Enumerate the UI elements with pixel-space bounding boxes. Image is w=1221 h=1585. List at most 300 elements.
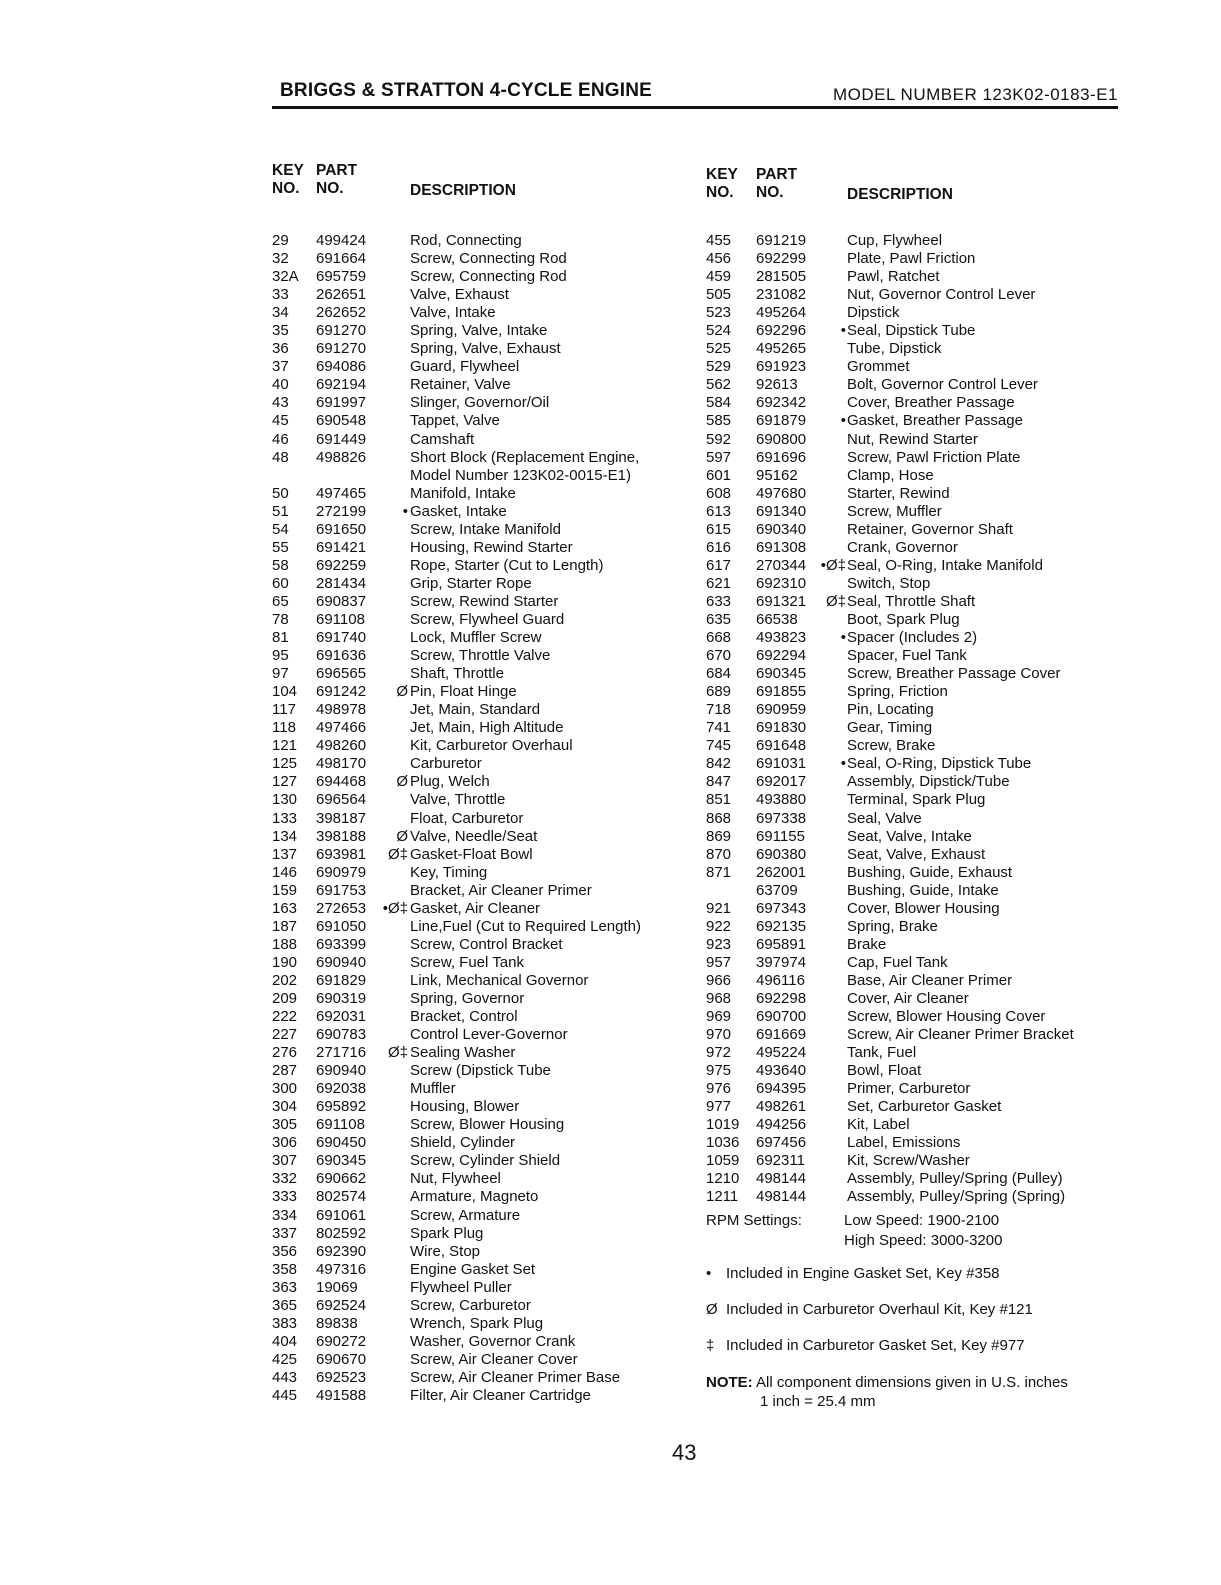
- part-description: Valve, Throttle: [410, 791, 506, 809]
- part-description: Terminal, Spark Plug: [847, 791, 986, 809]
- part-number: 272199: [316, 502, 367, 520]
- part-description: Nut, Governor Control Lever: [847, 286, 1036, 304]
- part-description: Spring, Brake: [847, 917, 938, 935]
- note-text: All component dimensions given in U.S. inches: [756, 1374, 1068, 1391]
- table-row: [272, 557, 702, 575]
- part-description: Seat, Valve, Intake: [847, 827, 972, 845]
- table-row: [272, 1026, 702, 1044]
- part-description: Screw, Fuel Tank: [410, 953, 524, 971]
- part-markers: Ø‡: [825, 592, 846, 610]
- table-row: [272, 286, 702, 304]
- part-description: Sealing Washer: [410, 1044, 516, 1062]
- part-number: 691340: [756, 502, 807, 520]
- key-number: 95: [272, 647, 289, 665]
- table-row: [706, 431, 1126, 449]
- part-description: Seal, O-Ring, Intake Manifold: [847, 556, 1043, 574]
- table-row: [272, 340, 702, 358]
- part-number: 498144: [756, 1170, 807, 1188]
- table-row: [272, 1044, 702, 1062]
- part-description: Seat, Valve, Exhaust: [847, 845, 986, 863]
- parts-rows-left: [272, 232, 702, 1405]
- part-number: 691664: [316, 250, 367, 268]
- part-number: 691270: [316, 340, 367, 358]
- part-number: 690783: [316, 1026, 367, 1044]
- table-row: [706, 990, 1126, 1008]
- key-number: 81: [272, 629, 289, 647]
- key-number: 304: [272, 1098, 298, 1116]
- part-description: Slinger, Governor/Oil: [410, 394, 550, 412]
- table-row: [272, 629, 702, 647]
- key-no-header: NO.: [272, 180, 300, 197]
- key-number: 78: [272, 610, 289, 628]
- key-number: 222: [272, 1008, 298, 1026]
- table-row: [272, 1315, 702, 1333]
- part-markers: •: [402, 502, 408, 520]
- key-number: 358: [272, 1260, 298, 1278]
- key-number: 127: [272, 773, 298, 791]
- part-number: 690940: [316, 953, 367, 971]
- key-header: KEY: [706, 166, 738, 183]
- table-row: [272, 1134, 702, 1152]
- legend-text: Included in Engine Gasket Set, Key #358: [726, 1265, 1000, 1282]
- key-number: 305: [272, 1116, 298, 1134]
- table-row: [706, 647, 1126, 665]
- table-row: [272, 1098, 702, 1116]
- part-description: Control Lever-Governor: [410, 1026, 568, 1044]
- part-description: Housing, Rewind Starter: [410, 538, 573, 556]
- key-number: 523: [706, 304, 732, 322]
- table-row: [706, 1170, 1126, 1188]
- key-number: 163: [272, 899, 298, 917]
- key-number: 1019: [706, 1116, 740, 1134]
- table-row: [706, 737, 1126, 755]
- part-description: Bracket, Control: [410, 1008, 518, 1026]
- table-row: [272, 1387, 702, 1405]
- table-row: [706, 232, 1126, 250]
- part-number: 692031: [316, 1008, 367, 1026]
- description-header: DESCRIPTION: [410, 182, 516, 199]
- key-number: 968: [706, 989, 732, 1007]
- part-description: Cup, Flywheel: [847, 232, 943, 249]
- table-row: [272, 485, 702, 503]
- key-number: 616: [706, 538, 732, 556]
- part-description: Kit, Carburetor Overhaul: [410, 737, 573, 755]
- table-row: [272, 1297, 702, 1315]
- part-description: Spring, Friction: [847, 683, 948, 701]
- part-description: Nut, Rewind Starter: [847, 430, 978, 448]
- part-number: 271716: [316, 1044, 367, 1062]
- table-row: [272, 828, 702, 846]
- key-number: 58: [272, 556, 289, 574]
- table-row: [706, 286, 1126, 304]
- table-row: [272, 810, 702, 828]
- part-number: 497466: [316, 719, 367, 737]
- key-number: 456: [706, 250, 732, 268]
- key-number: 957: [706, 953, 732, 971]
- part-description: Screw, Carburetor: [410, 1296, 531, 1314]
- key-number: 97: [272, 665, 289, 683]
- part-description: Jet, Main, High Altitude: [410, 719, 564, 737]
- part-description: Shield, Cylinder: [410, 1134, 516, 1152]
- part-description: Jet, Main, Standard: [410, 701, 541, 719]
- part-description: Spring, Valve, Intake: [410, 322, 548, 340]
- part-description: Screw, Rewind Starter: [410, 592, 559, 610]
- part-number: 691696: [756, 448, 807, 466]
- table-row: [272, 846, 702, 864]
- table-row: [706, 503, 1126, 521]
- key-number: 50: [272, 484, 289, 502]
- part-number: 692390: [316, 1242, 367, 1260]
- part-number: 691636: [316, 647, 367, 665]
- table-row: [272, 1243, 702, 1261]
- table-row: [272, 755, 702, 773]
- part-number: 691997: [316, 394, 367, 412]
- key-number: 287: [272, 1062, 298, 1080]
- part-number: 19069: [316, 1278, 358, 1296]
- key-number: 922: [706, 917, 732, 935]
- part-description: Rod, Connecting: [410, 232, 522, 249]
- part-number: 697456: [756, 1134, 807, 1152]
- part-number: 494256: [756, 1116, 807, 1134]
- part-description: Tube, Dipstick: [847, 340, 942, 358]
- table-row: [706, 557, 1126, 575]
- part-description: Cover, Breather Passage: [847, 394, 1015, 412]
- part-number: 691050: [316, 917, 367, 935]
- key-number: 137: [272, 845, 298, 863]
- part-number: 497465: [316, 484, 367, 502]
- part-description: Engine Gasket Set: [410, 1260, 536, 1278]
- part-number: 692523: [316, 1368, 367, 1386]
- header-title: BRIGGS & STRATTON 4-CYCLE ENGINE: [280, 80, 653, 101]
- table-row: [272, 1080, 702, 1098]
- table-row: [706, 412, 1126, 430]
- double-dagger-symbol: ‡: [706, 1337, 715, 1354]
- key-number: 125: [272, 755, 298, 773]
- key-number: 847: [706, 773, 732, 791]
- part-description: Bushing, Guide, Intake: [847, 881, 999, 899]
- part-markers: Ø: [396, 827, 408, 845]
- key-number: 117: [272, 701, 296, 719]
- part-number: 272653: [316, 899, 367, 917]
- part-number: 691321: [756, 592, 807, 610]
- part-description: Muffler: [410, 1080, 456, 1098]
- key-number: 276: [272, 1044, 298, 1062]
- part-description: Line,Fuel (Cut to Required Length): [410, 917, 641, 935]
- part-description: Gasket, Breather Passage: [847, 412, 1023, 430]
- part-description: Cover, Blower Housing: [847, 899, 1000, 917]
- part-description: Kit, Label: [847, 1116, 910, 1134]
- rpm-high-speed: High Speed: 3000-3200: [844, 1232, 1003, 1249]
- table-row: [706, 900, 1126, 918]
- table-row: [706, 521, 1126, 539]
- table-row: [706, 683, 1126, 701]
- table-row: [706, 719, 1126, 737]
- part-number: 692259: [316, 556, 367, 574]
- legend-carburetor-gasket: [706, 1337, 1025, 1354]
- part-number: 690345: [756, 665, 807, 683]
- key-number: 741: [706, 719, 732, 737]
- key-number: 35: [272, 322, 289, 340]
- key-number: 32: [272, 250, 289, 268]
- part-number: 398188: [316, 827, 367, 845]
- table-row: [706, 972, 1126, 990]
- part-number: 690959: [756, 701, 807, 719]
- key-number: 969: [706, 1008, 732, 1026]
- key-number: 1059: [706, 1152, 740, 1170]
- part-description: Seal, O-Ring, Dipstick Tube: [847, 755, 1032, 773]
- page-number: 43: [672, 1440, 697, 1465]
- key-number: 55: [272, 538, 289, 556]
- key-number: 363: [272, 1278, 298, 1296]
- table-row: [272, 683, 702, 701]
- part-number: 690272: [316, 1332, 367, 1350]
- table-row: [272, 1225, 702, 1243]
- part-number: 493640: [756, 1062, 807, 1080]
- part-number: 498144: [756, 1188, 807, 1206]
- table-row: [272, 936, 702, 954]
- part-description: Filter, Air Cleaner Cartridge: [410, 1387, 591, 1404]
- note-label: NOTE:: [706, 1374, 753, 1391]
- key-number: 104: [272, 683, 298, 701]
- part-number: 491588: [316, 1387, 367, 1404]
- table-row: [706, 1026, 1126, 1044]
- key-number: 505: [706, 286, 732, 304]
- part-number: 691669: [756, 1026, 807, 1044]
- table-row: [706, 1080, 1126, 1098]
- key-number: 40: [272, 376, 289, 394]
- key-number: 54: [272, 520, 289, 538]
- part-number: 498170: [316, 755, 367, 773]
- part-description: Screw, Connecting Rod: [410, 268, 567, 286]
- table-row: [706, 629, 1126, 647]
- part-description: Flywheel Puller: [410, 1278, 512, 1296]
- key-number: 60: [272, 574, 289, 592]
- part-number: 691108: [316, 1116, 365, 1134]
- table-row: [272, 1279, 702, 1297]
- key-number: 188: [272, 935, 298, 953]
- table-row: [272, 1152, 702, 1170]
- table-row: [706, 1188, 1126, 1206]
- key-number: 635: [706, 610, 732, 628]
- key-number: 43: [272, 394, 289, 412]
- part-description: Gasket, Air Cleaner: [410, 899, 541, 917]
- table-row: [272, 575, 702, 593]
- key-number: 585: [706, 412, 732, 430]
- part-number: 691219: [756, 232, 807, 249]
- part-number: 691855: [756, 683, 807, 701]
- table-row: [706, 882, 1126, 900]
- table-row: [706, 1098, 1126, 1116]
- table-row: [272, 1351, 702, 1369]
- part-number: 691753: [316, 881, 367, 899]
- key-number: 584: [706, 394, 732, 412]
- part-number: 690345: [316, 1152, 367, 1170]
- table-row: [706, 485, 1126, 503]
- part-number: 497680: [756, 484, 807, 502]
- table-row: [272, 900, 702, 918]
- table-row: [706, 864, 1126, 882]
- key-number: 51: [272, 502, 289, 520]
- part-number: 497316: [316, 1260, 367, 1278]
- part-description: Housing, Blower: [410, 1098, 520, 1116]
- key-number: 33: [272, 286, 289, 304]
- part-no-header: NO.: [756, 184, 784, 201]
- key-number: 133: [272, 809, 298, 827]
- part-number: 89838: [316, 1314, 358, 1332]
- table-row: [272, 358, 702, 376]
- key-number: 334: [272, 1206, 298, 1224]
- note: [706, 1373, 1068, 1410]
- part-description: Kit, Screw/Washer: [847, 1152, 970, 1170]
- part-number: 281505: [756, 268, 807, 286]
- key-number: 525: [706, 340, 732, 358]
- part-number: 691650: [316, 520, 367, 538]
- key-number: 976: [706, 1080, 732, 1098]
- part-number: 691155: [756, 827, 805, 845]
- bullet-symbol: •: [706, 1265, 712, 1282]
- part-number: 692298: [756, 989, 807, 1007]
- key-number: 130: [272, 791, 298, 809]
- key-number: 29: [272, 232, 289, 249]
- key-number: 745: [706, 737, 732, 755]
- key-number: 977: [706, 1098, 732, 1116]
- part-number: 498978: [316, 701, 367, 719]
- key-number: 227: [272, 1026, 298, 1044]
- part-number: 694395: [756, 1080, 807, 1098]
- table-row: [272, 972, 702, 990]
- part-number: 690548: [316, 412, 367, 430]
- part-number: 495265: [756, 340, 807, 358]
- part-number: 695891: [756, 935, 807, 953]
- part-description: Valve, Intake: [410, 304, 496, 322]
- part-description: Plate, Pawl Friction: [847, 250, 976, 268]
- part-number: 496116: [756, 971, 805, 989]
- part-number: 398187: [316, 809, 367, 827]
- table-row: [272, 1188, 702, 1206]
- note-conversion: 1 inch = 25.4 mm: [760, 1393, 876, 1410]
- table-row: [706, 268, 1126, 286]
- part-description: Seal, Valve: [847, 809, 922, 827]
- table-row: [706, 340, 1126, 358]
- rpm-label: RPM Settings:: [706, 1212, 802, 1229]
- part-description: Label, Emissions: [847, 1134, 961, 1152]
- part-description: Grip, Starter Rope: [410, 574, 532, 592]
- part-description: Screw, Connecting Rod: [410, 250, 567, 268]
- part-number: 692342: [756, 394, 807, 412]
- key-number: 670: [706, 647, 732, 665]
- key-number: 134: [272, 827, 298, 845]
- part-number: 690837: [316, 592, 367, 610]
- key-number: 592: [706, 430, 732, 448]
- table-row: [272, 701, 702, 719]
- part-description: Bracket, Air Cleaner Primer: [410, 881, 592, 899]
- key-number: 615: [706, 520, 732, 538]
- legend-engine-gasket: [706, 1265, 1000, 1282]
- part-description: Wrench, Spark Plug: [410, 1314, 544, 1332]
- table-row: [272, 990, 702, 1008]
- part-number: 692311: [756, 1152, 805, 1170]
- part-description: Armature, Magneto: [410, 1188, 539, 1206]
- part-description: Primer, Carburetor: [847, 1080, 971, 1098]
- part-number: 691421: [316, 538, 367, 556]
- part-number: 690670: [316, 1350, 367, 1368]
- table-row: [706, 449, 1126, 467]
- part-number: 692135: [756, 917, 807, 935]
- parts-rows-right: [706, 232, 1126, 1207]
- key-number: 300: [272, 1080, 298, 1098]
- key-number: 333: [272, 1188, 298, 1206]
- table-row: [272, 467, 702, 485]
- table-row: [272, 1116, 702, 1134]
- table-row: [706, 250, 1126, 268]
- key-number: 45: [272, 412, 289, 430]
- part-number: 92613: [756, 376, 798, 394]
- part-markers: •Ø‡: [820, 556, 846, 574]
- part-description: Pawl, Ratchet: [847, 268, 940, 286]
- key-number: 146: [272, 863, 298, 881]
- part-description: Carburetor: [410, 755, 482, 773]
- key-number: 871: [706, 863, 732, 881]
- part-description: Short Block (Replacement Engine,: [410, 448, 640, 466]
- part-number: 262652: [316, 304, 367, 322]
- part-number: 691648: [756, 737, 807, 755]
- part-number: 690340: [756, 520, 807, 538]
- column-headers-left: [272, 160, 702, 232]
- part-description: Screw, Air Cleaner Cover: [410, 1350, 578, 1368]
- table-row: [706, 593, 1126, 611]
- table-row: [272, 1008, 702, 1026]
- part-markers: •Ø‡: [382, 899, 408, 917]
- table-row: [706, 791, 1126, 809]
- key-number: 425: [272, 1350, 298, 1368]
- part-markers: Ø: [396, 683, 408, 701]
- table-row: [706, 755, 1126, 773]
- key-number: 923: [706, 935, 732, 953]
- part-number: 691061: [316, 1206, 367, 1224]
- table-row: [272, 954, 702, 972]
- part-description: Screw, Brake: [847, 737, 936, 755]
- part-number: 499424: [316, 232, 367, 249]
- key-number: 869: [706, 827, 732, 845]
- part-number: 691449: [316, 430, 367, 448]
- part-number: 696564: [316, 791, 367, 809]
- table-row: [706, 358, 1126, 376]
- table-row: [706, 918, 1126, 936]
- key-number: 337: [272, 1224, 298, 1242]
- part-markers: Ø‡: [387, 845, 408, 863]
- table-row: [272, 304, 702, 322]
- part-description: Brake: [847, 935, 887, 953]
- key-number: 972: [706, 1044, 732, 1062]
- key-number: 689: [706, 683, 732, 701]
- key-number: 868: [706, 809, 732, 827]
- column-headers-right: [706, 160, 1126, 232]
- table-row: [272, 412, 702, 430]
- part-number: 696565: [316, 665, 367, 683]
- key-number: 459: [706, 268, 732, 286]
- part-number: 262651: [316, 286, 367, 304]
- part-number: 691242: [316, 683, 367, 701]
- part-number: 63709: [756, 881, 798, 899]
- key-header: KEY: [272, 162, 304, 179]
- table-row: [272, 593, 702, 611]
- rpm-low-speed: Low Speed: 1900-2100: [844, 1212, 1000, 1229]
- part-number: 690319: [316, 989, 367, 1007]
- key-number: 1210: [706, 1170, 740, 1188]
- key-number: 48: [272, 448, 289, 466]
- table-row: [272, 1062, 702, 1080]
- key-number: 633: [706, 592, 732, 610]
